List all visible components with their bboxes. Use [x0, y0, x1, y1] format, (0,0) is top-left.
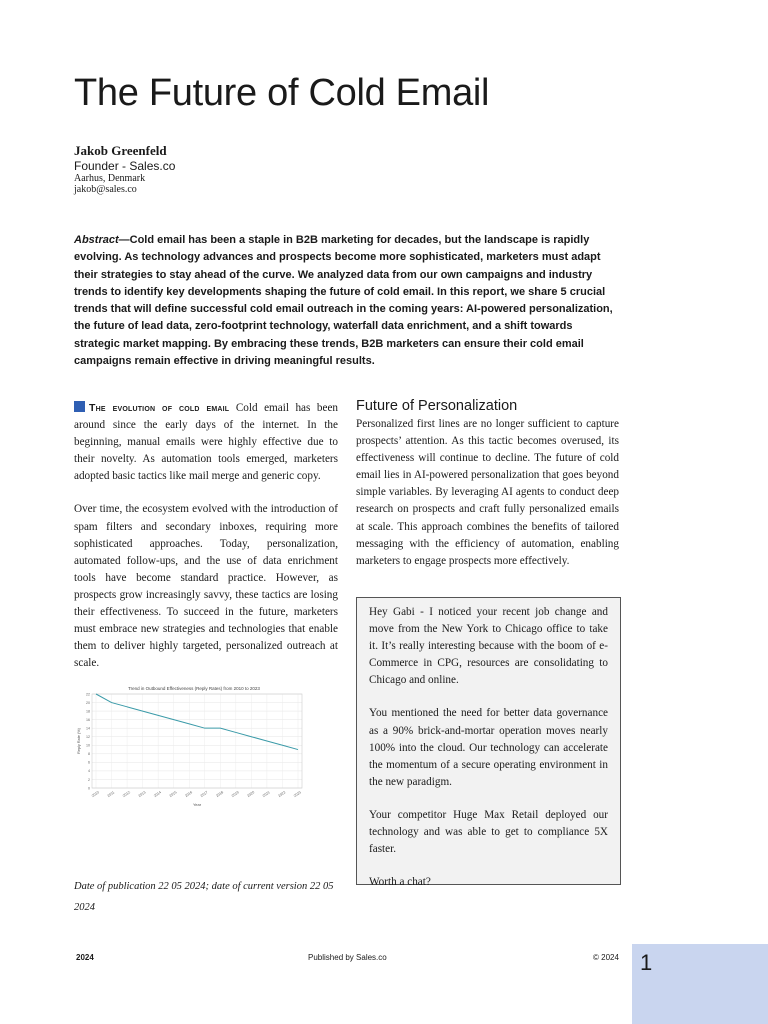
chart-xtick-label: 2012 [122, 790, 131, 799]
chart-ytick-label: 20 [86, 700, 90, 705]
footer-copyright: © 2024 [593, 953, 619, 962]
chart-ytick-label: 12 [86, 735, 90, 740]
section-marker-icon [74, 401, 85, 412]
email-paragraph-2: You mentioned the need for better data governance as a 90% brick-and-mortar operation moves nearly 100% into the cloud. Our technology can accelerate the momentum of a secure operating environment in the new paradigm. [369, 707, 608, 788]
chart-y-axis-label: Reply Rate (%) [77, 728, 81, 754]
paper-title: The Future of Cold Email [74, 72, 490, 114]
chart-xtick-label: 2019 [230, 790, 240, 799]
chart-ytick-label: 10 [86, 743, 90, 748]
chart-xtick-label: 2016 [184, 790, 194, 799]
email-paragraph-3: Your competitor Huge Max Retail deployed our technology and was able to get to compliance 5X faster. [369, 808, 608, 856]
chart-plot-area [92, 694, 302, 788]
abstract-lead: Abstract [74, 234, 119, 246]
chart-x-axis-label: Year [192, 802, 202, 807]
chart-ytick-label: 14 [86, 726, 90, 731]
chart-xtick-label: 2010 [91, 790, 100, 799]
chart-svg [76, 684, 312, 810]
chart-ytick-label: 4 [88, 769, 90, 774]
author-block [74, 143, 175, 196]
publication-note: Date of publication 22 05 2024; date of current version 22 05 2024 [74, 881, 334, 913]
chart-title: Trend in Outbound Effectiveness (Reply Rates) from 2010 to 2023 [128, 686, 260, 691]
section-personalization-heading: Future of Personalization [356, 398, 518, 414]
section-evolution-text-1: Cold email has been around since the early days of the internet. In the beginning, manual emails were highly effective due to their novelty. As automation tools emerged, marketers adopted basic tactics like mail merge and generic copy. [74, 402, 339, 483]
left-column [74, 400, 338, 688]
chart-ytick-label: 16 [86, 717, 90, 722]
chart-xtick-label: 2015 [168, 790, 178, 799]
abstract [74, 232, 620, 370]
section-evolution-heading: The evolution of cold email [89, 402, 230, 414]
chart-xtick-label: 2020 [246, 790, 256, 799]
footer-year: 2024 [76, 953, 94, 962]
chart-ytick-label: 18 [86, 709, 90, 714]
chart-xtick-label: 2023 [293, 790, 302, 799]
chart-ytick-label: 22 [86, 692, 90, 697]
chart-xtick-label: 2017 [199, 790, 209, 799]
author-role: Founder - Sales.co [74, 158, 176, 173]
chart-xtick-label: 2022 [277, 790, 287, 799]
author-location: Aarhus, Denmark [74, 172, 146, 184]
page-number-tab [632, 944, 768, 1024]
author-email: jakob@sales.co [74, 184, 137, 196]
chart-xtick-label: 2011 [106, 790, 116, 799]
section-evolution-p2: Over time, the ecosystem evolved with the introduction of spam filters and secondary inboxes, requiring more sophisticated approaches. Today, personalization, automated follow-ups, and the use of data enrichment tools have become standard practice. However, as prospects grow increasingly savvy, these tactics are losing their effectiveness. To succeed in the future, marketers must embrace new strategies and technologies that enable them to deliver highly targeted, personalized outreach at scale. [74, 503, 338, 670]
right-column [356, 398, 619, 570]
section-personalization-body: Personalized first lines are no longer sufficient to capture prospects’ attention. As this tactic becomes overused, its effectiveness will continue to decline. The future of cold email lies in AI-powered personalization that goes beyond simple variables. By leveraging AI agents to conduct deep research on prospects and craft fully personalized emails at scale. This approach combines the benefits of tailored messaging with the efficiency of automation, enabling marketers to engage prospects more effectively. [356, 418, 619, 567]
email-paragraph-1: Hey Gabi - I noticed your recent job change and move from the New York to Chicago office to take it. It’s really interesting because with the boom of e-Commerce in CPG, resources are consolidating to Chicago and online. [369, 606, 608, 687]
reply-rate-chart [76, 684, 312, 810]
chart-xtick-label: 2018 [215, 790, 225, 799]
chart-ytick-label: 0 [88, 786, 90, 791]
chart-ytick-label: 6 [88, 760, 90, 765]
chart-xtick-label: 2013 [137, 790, 147, 799]
author-name: Jakob Greenfeld [74, 143, 167, 158]
abstract-text: —Cold email has been a staple in B2B marketing for decades, but the landscape is rapidly evolving. As technology advances and prospects become more sophisticated, marketers must adapt their strategies to stay ahead of the curve. We analyzed data from our own campaigns and industry trends to identify key developments shaping the future of cold email. In this report, we share 5 crucial trends that will define successful cold email outreach in the coming years: AI-powered personalization, the future of lead data, zero-footprint technology, waterfall data enrichment, and a shift towards strategic market mapping. By embracing these trends, B2B marketers can ensure their cold email campaigns remain effective in driving meaningful results. [74, 234, 613, 368]
chart-ytick-label: 8 [88, 752, 90, 757]
chart-xtick-label: 2021 [261, 790, 271, 799]
example-email-box [356, 597, 621, 889]
email-paragraph-4: Worth a chat? [369, 876, 431, 889]
footer-publisher: Published by Sales.co [308, 953, 387, 962]
chart-xtick-label: 2014 [153, 790, 163, 799]
section-evolution-p1 [74, 400, 338, 485]
page-number: 1 [640, 950, 653, 975]
chart-ytick-label: 2 [88, 777, 90, 782]
